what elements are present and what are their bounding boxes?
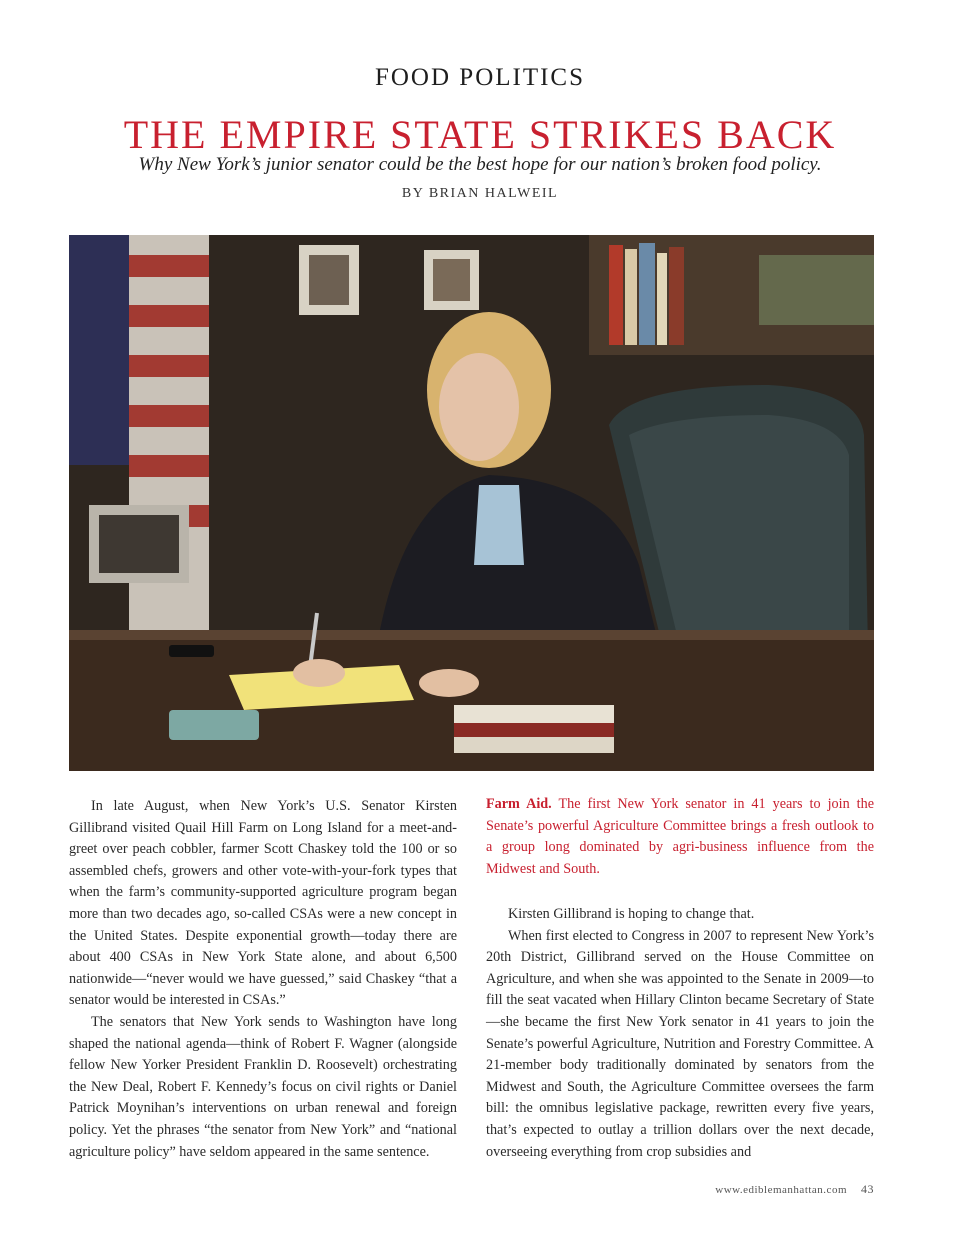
flag-stripe: [129, 355, 209, 377]
deck: Why New York’s junior senator could be the best hope for our nation’s broken food policy.: [138, 154, 822, 175]
picture-frame-photo: [99, 515, 179, 573]
caption-text: The first New York senator in 41 years to join the Senate’s powerful Agriculture Committee brings a fresh outlook to a group long dominated by agri-business influence from the Midwest and South.: [486, 796, 875, 877]
phone: [169, 645, 214, 657]
book: [639, 243, 655, 345]
person-hand: [293, 659, 345, 687]
book: [669, 247, 684, 345]
picture-frame-photo: [433, 259, 470, 301]
desk-edge: [69, 630, 874, 640]
picture-frame-photo: [309, 255, 349, 305]
desk-book: [454, 723, 614, 737]
body-paragraph: In late August, when New York’s U.S. Senator Kirsten Gillibrand visited Quail Hill Farm on Long Island for a meet-and-greet over peach cobbler, farmer Scott Chaskey told the 100 or so assembled chefs, growers and other vote-with-your-fork types that when the farm’s community-supported agriculture program began more than two decades ago, so-called CSAs were a new concept in the United States. Despite exponential growth—today there are about 400 CSAs in New York State alone, and about 6,500 nationwide—“never would we have guessed,” said Chaskey “that a senator would be interested in CSAs.”: [69, 798, 457, 1009]
section-label: FOOD POLITICS: [374, 64, 586, 91]
body-paragraph: When first elected to Congress in 2007 to represent New York’s 20th District, Gillibrand served on the House Committee on Agriculture, and when she was appointed to the Senate in 2009—to fill the seat vacated when Hillary Clinton became Secretary of State—she became the first New York senator in 41 years to join the Senate’s powerful Agriculture, Nutrition and Forestry Committee. A 21-member body traditionally dominated by senators from the Midwest and South, the Agriculture Committee oversees the farm bill: the omnibus legislative package, rewritten every five years, that’s expected to outlay a trillion dollars over the next decade, overseeing everything from crop subsidies and: [486, 927, 874, 1160]
headline: THE EMPIRE STATE STRIKES BACK: [123, 112, 837, 157]
book: [609, 245, 623, 345]
byline: BY BRIAN HALWEIL: [401, 186, 559, 201]
desk-book: [454, 737, 614, 753]
person-shirt: [474, 485, 524, 565]
flag-canton: [69, 235, 129, 465]
book: [657, 253, 667, 345]
flag-stripe: [129, 455, 209, 477]
body-column-left: [69, 796, 457, 1163]
article-photo: [69, 235, 874, 771]
photo-illustration: [69, 235, 874, 771]
page-footer: [715, 1182, 874, 1197]
body-paragraph: The senators that New York sends to Washington have long shaped the national agenda—think of Robert F. Wagner (alongside fellow New Yorker President Franklin D. Roosevelt) orchestrating the New Deal, Robert F. Kennedy’s focus on civil rights or Daniel Patrick Moynihan’s interventions on urban renewal and foreign policy. Yet the phrases “the senator from New York” and “national agriculture policy” have seldom appeared in the same sentence.: [69, 1013, 457, 1160]
photo-caption: [486, 794, 874, 880]
person-face: [439, 353, 519, 461]
window: [759, 255, 874, 325]
page-number: 43: [861, 1182, 874, 1196]
flag-stripe: [129, 405, 209, 427]
desk-book: [454, 705, 614, 723]
glass-paperweight: [169, 710, 259, 740]
book: [625, 249, 637, 345]
body-column-right: [486, 904, 874, 1163]
body-paragraph: Kirsten Gillibrand is hoping to change that.: [508, 906, 755, 922]
flag-stripe: [129, 305, 209, 327]
caption-lead: Farm Aid.: [486, 796, 552, 812]
footer-url[interactable]: www.ediblemanhattan.com: [715, 1184, 847, 1196]
flag-stripe: [129, 255, 209, 277]
person-hand: [419, 669, 479, 697]
